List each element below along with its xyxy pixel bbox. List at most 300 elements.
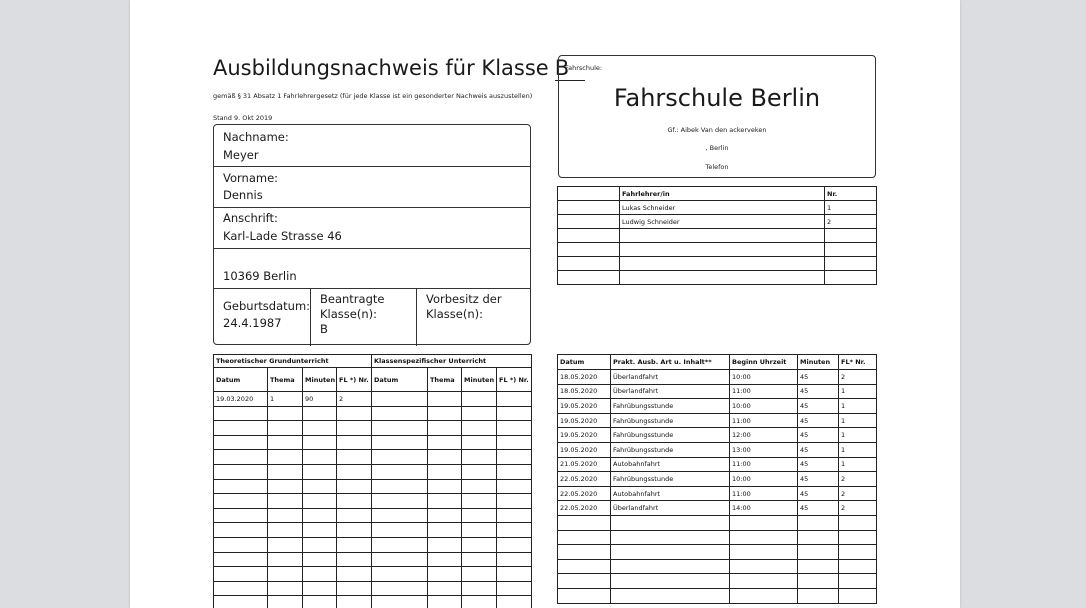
theory-cell xyxy=(303,596,337,608)
theory-cell xyxy=(497,523,532,538)
theory-cell xyxy=(268,464,303,479)
theory-cell xyxy=(372,479,428,494)
instructor-cell xyxy=(558,215,620,229)
practice-row xyxy=(558,457,877,472)
practice-cell xyxy=(558,515,611,530)
practice-cell: 1 xyxy=(839,428,877,443)
practice-cell: 45 xyxy=(798,413,839,428)
practice-header-cell: Prakt. Ausb. Art u. Inhalt** xyxy=(611,355,730,370)
instructor-cell xyxy=(558,257,620,271)
practice-cell xyxy=(611,574,730,589)
theory-cell xyxy=(428,552,462,567)
instructor-cell: Ludwig Schneider xyxy=(620,215,825,229)
practice-row xyxy=(558,530,877,545)
practice-cell: 21.05.2020 xyxy=(558,457,611,472)
practice-cell: 45 xyxy=(798,384,839,399)
theory-row xyxy=(214,508,532,523)
practice-cell: 2 xyxy=(839,501,877,516)
theory-cell xyxy=(214,450,268,465)
practice-cell xyxy=(730,545,798,560)
school-manager: Gf.: Aibek Van den ackerveken xyxy=(667,126,767,134)
birthdate-value: 24.4.1987 xyxy=(223,316,282,330)
surname-value: Meyer xyxy=(223,148,259,162)
practice-cell xyxy=(558,588,611,603)
practice-header-cell: Datum xyxy=(558,355,611,370)
practice-cell: Fahrübungsstunde xyxy=(611,399,730,414)
theory-header-row xyxy=(214,368,532,392)
practice-cell: 18.05.2020 xyxy=(558,384,611,399)
firstname-value: Dennis xyxy=(223,188,263,202)
theory-cell xyxy=(372,596,428,608)
theory-cell xyxy=(268,596,303,608)
theory-cell xyxy=(372,450,428,465)
theory-cell xyxy=(497,392,532,407)
theory-group-class: Klassenspezifischer Unterricht xyxy=(372,355,532,368)
practice-cell: 45 xyxy=(798,472,839,487)
theory-cell xyxy=(497,494,532,509)
theory-cell xyxy=(372,581,428,596)
instructor-header-row xyxy=(558,187,877,201)
theory-row xyxy=(214,523,532,538)
firstname-label: Vorname: xyxy=(223,171,279,185)
theory-header-cell: Datum xyxy=(372,368,428,392)
practice-cell: 1 xyxy=(839,457,877,472)
practice-cell: 11:00 xyxy=(730,486,798,501)
theory-cell xyxy=(214,494,268,509)
practice-row xyxy=(558,413,877,428)
theory-row xyxy=(214,596,532,608)
theory-cell xyxy=(497,567,532,582)
theory-cell xyxy=(214,567,268,582)
theory-cell xyxy=(268,494,303,509)
theory-cell xyxy=(303,406,337,421)
theory-cell xyxy=(268,537,303,552)
theory-cell xyxy=(337,494,372,509)
practice-row xyxy=(558,428,877,443)
instructor-header-cell xyxy=(558,187,620,201)
practice-cell: Fahrübungsstunde xyxy=(611,413,730,428)
theory-cell xyxy=(372,523,428,538)
theory-cell xyxy=(462,567,497,582)
theory-cell xyxy=(337,523,372,538)
practice-cell: 14:00 xyxy=(730,501,798,516)
theory-cell xyxy=(214,581,268,596)
theory-cell xyxy=(337,406,372,421)
theory-header-cell: Datum xyxy=(214,368,268,392)
instructor-cell xyxy=(558,201,620,215)
theory-cell xyxy=(337,567,372,582)
practice-header-cell: Minuten xyxy=(798,355,839,370)
practice-cell xyxy=(730,574,798,589)
practice-row xyxy=(558,559,877,574)
practice-cell: 2 xyxy=(839,486,877,501)
practice-row xyxy=(558,545,877,560)
driving-school-box xyxy=(558,55,876,178)
practice-row xyxy=(558,442,877,457)
birthdate-cell xyxy=(214,289,311,346)
theory-cell xyxy=(497,537,532,552)
practice-cell: 1 xyxy=(839,399,877,414)
school-label: Fahrschule: xyxy=(565,64,603,72)
theory-row xyxy=(214,552,532,567)
practice-cell: 11:00 xyxy=(730,457,798,472)
practice-cell xyxy=(798,559,839,574)
practice-cell: 45 xyxy=(798,399,839,414)
theory-row xyxy=(214,494,532,509)
practice-cell xyxy=(730,559,798,574)
practice-cell: 2 xyxy=(839,370,877,385)
theory-cell xyxy=(337,435,372,450)
practice-row xyxy=(558,384,877,399)
practice-cell: 11:00 xyxy=(730,384,798,399)
theory-cell xyxy=(428,581,462,596)
theory-cell xyxy=(214,552,268,567)
city-row xyxy=(214,249,530,289)
theory-cell xyxy=(372,537,428,552)
theory-cell xyxy=(268,552,303,567)
practice-cell: Fahrübungsstunde xyxy=(611,472,730,487)
instructor-cell xyxy=(620,257,825,271)
practice-cell xyxy=(558,559,611,574)
theory-row xyxy=(214,406,532,421)
theory-cell xyxy=(428,494,462,509)
school-city: , Berlin xyxy=(705,144,729,152)
theory-cell xyxy=(214,596,268,608)
theory-header-cell: FL *) Nr. xyxy=(497,368,532,392)
theory-row xyxy=(214,567,532,582)
school-name: Fahrschule Berlin xyxy=(613,84,821,112)
theory-cell xyxy=(497,552,532,567)
practice-cell xyxy=(839,515,877,530)
practice-cell: 10:00 xyxy=(730,399,798,414)
instructor-row xyxy=(558,201,877,215)
theory-cell xyxy=(303,421,337,436)
theory-cell xyxy=(268,508,303,523)
theory-cell xyxy=(303,464,337,479)
theory-cell xyxy=(428,508,462,523)
practice-cell: 1 xyxy=(839,413,877,428)
practice-cell: 13:00 xyxy=(730,442,798,457)
practice-cell xyxy=(611,588,730,603)
theory-header-cell: FL *) Nr. xyxy=(337,368,372,392)
theory-cell xyxy=(462,552,497,567)
practice-cell xyxy=(611,545,730,560)
theory-cell xyxy=(462,435,497,450)
practice-cell xyxy=(798,530,839,545)
theory-cell xyxy=(303,537,337,552)
theory-cell xyxy=(372,421,428,436)
practice-cell: 18.05.2020 xyxy=(558,370,611,385)
instructor-cell xyxy=(825,271,877,285)
theory-cell xyxy=(372,392,428,407)
instructor-row xyxy=(558,243,877,257)
instructor-cell xyxy=(558,229,620,243)
theory-cell xyxy=(428,567,462,582)
instructor-header-cell: Fahrlehrer/in xyxy=(620,187,825,201)
theory-header-cell: Minuten xyxy=(303,368,337,392)
practice-row xyxy=(558,501,877,516)
instructor-header-cell: Nr. xyxy=(825,187,877,201)
theory-row xyxy=(214,450,532,465)
practice-cell: Autobahnfahrt xyxy=(611,457,730,472)
practice-cell: 45 xyxy=(798,428,839,443)
theory-cell xyxy=(214,523,268,538)
theory-cell xyxy=(268,523,303,538)
theory-cell xyxy=(214,508,268,523)
city-value: 10369 Berlin xyxy=(223,269,297,283)
instructor-row xyxy=(558,271,877,285)
theory-cell xyxy=(372,494,428,509)
theory-cell xyxy=(268,567,303,582)
theory-cell xyxy=(462,494,497,509)
version-date: Stand 9. Okt 2019 xyxy=(213,114,273,122)
theory-cell xyxy=(462,421,497,436)
theory-cell: 1 xyxy=(268,392,303,407)
practice-cell: Fahrübungsstunde xyxy=(611,442,730,457)
theory-cell xyxy=(303,523,337,538)
theory-cell xyxy=(214,479,268,494)
theory-cell xyxy=(462,523,497,538)
instructor-cell xyxy=(558,271,620,285)
theory-row xyxy=(214,435,532,450)
theory-cell xyxy=(337,421,372,436)
practice-cell xyxy=(798,588,839,603)
theory-cell xyxy=(462,581,497,596)
practice-table xyxy=(557,354,877,604)
practice-cell xyxy=(730,530,798,545)
instructor-cell xyxy=(620,271,825,285)
theory-cell: 90 xyxy=(303,392,337,407)
instructor-row xyxy=(558,229,877,243)
instructor-cell xyxy=(558,243,620,257)
theory-row xyxy=(214,392,532,407)
requested-class-cell xyxy=(311,289,417,346)
school-phone: Telefon xyxy=(705,163,729,171)
practice-cell: 45 xyxy=(798,501,839,516)
theory-header-cell: Thema xyxy=(428,368,462,392)
practice-cell: Überlandfahrt xyxy=(611,370,730,385)
practice-cell: 19.05.2020 xyxy=(558,428,611,443)
theory-cell xyxy=(372,464,428,479)
theory-table xyxy=(213,354,532,608)
theory-group-basic: Theoretischer Grundunterricht xyxy=(214,355,372,368)
instructor-row xyxy=(558,257,877,271)
theory-cell xyxy=(462,508,497,523)
theory-cell xyxy=(214,537,268,552)
theory-cell xyxy=(303,450,337,465)
practice-header-cell: Beginn Uhrzeit xyxy=(730,355,798,370)
practice-cell: 22.05.2020 xyxy=(558,501,611,516)
instructor-table xyxy=(557,186,877,285)
practice-cell: 12:00 xyxy=(730,428,798,443)
theory-cell xyxy=(214,421,268,436)
theory-cell xyxy=(268,450,303,465)
theory-cell xyxy=(303,508,337,523)
theory-cell xyxy=(497,450,532,465)
theory-row xyxy=(214,537,532,552)
instructor-cell xyxy=(620,229,825,243)
theory-cell xyxy=(337,596,372,608)
theory-cell xyxy=(372,435,428,450)
theory-cell xyxy=(497,581,532,596)
theory-cell xyxy=(497,435,532,450)
document-title xyxy=(213,56,585,81)
practice-row xyxy=(558,472,877,487)
practice-row xyxy=(558,370,877,385)
theory-cell: 2 xyxy=(337,392,372,407)
title-text: Ausbildungsnachweis für Klasse xyxy=(213,56,549,80)
theory-cell xyxy=(497,508,532,523)
practice-cell: Überlandfahrt xyxy=(611,384,730,399)
firstname-row xyxy=(214,167,530,208)
theory-cell xyxy=(497,406,532,421)
theory-cell xyxy=(337,464,372,479)
theory-cell xyxy=(303,435,337,450)
theory-cell xyxy=(303,552,337,567)
practice-header-row xyxy=(558,355,877,370)
theory-cell xyxy=(462,392,497,407)
practice-cell: Autobahnfahrt xyxy=(611,486,730,501)
practice-cell xyxy=(558,530,611,545)
theory-cell xyxy=(497,421,532,436)
practice-cell: Fahrübungsstunde xyxy=(611,428,730,443)
theory-cell xyxy=(428,450,462,465)
practice-cell: 19.05.2020 xyxy=(558,399,611,414)
theory-cell xyxy=(372,508,428,523)
address-row xyxy=(214,208,530,249)
theory-cell xyxy=(428,537,462,552)
practice-cell xyxy=(558,545,611,560)
practice-cell: 10:00 xyxy=(730,370,798,385)
practice-cell xyxy=(558,574,611,589)
theory-cell xyxy=(428,435,462,450)
surname-label: Nachname: xyxy=(223,130,289,144)
practice-cell xyxy=(839,559,877,574)
practice-cell: 45 xyxy=(798,486,839,501)
theory-cell xyxy=(462,450,497,465)
theory-cell xyxy=(462,479,497,494)
theory-header-cell: Minuten xyxy=(462,368,497,392)
practice-cell xyxy=(839,588,877,603)
theory-cell xyxy=(462,596,497,608)
practice-cell xyxy=(611,559,730,574)
practice-row xyxy=(558,515,877,530)
practice-cell: Überlandfahrt xyxy=(611,501,730,516)
practice-cell: 1 xyxy=(839,442,877,457)
practice-cell xyxy=(839,545,877,560)
theory-cell xyxy=(214,464,268,479)
theory-cell xyxy=(214,406,268,421)
theory-cell xyxy=(372,567,428,582)
birthdate-label: Geburtsdatum: xyxy=(223,299,311,313)
theory-group-row xyxy=(214,355,532,368)
class-value: B xyxy=(555,56,585,81)
theory-cell xyxy=(497,479,532,494)
practice-cell xyxy=(730,515,798,530)
instructor-cell: Lukas Schneider xyxy=(620,201,825,215)
practice-cell xyxy=(798,545,839,560)
practice-cell: 1 xyxy=(839,384,877,399)
theory-cell xyxy=(303,479,337,494)
theory-cell xyxy=(268,581,303,596)
theory-row xyxy=(214,479,532,494)
theory-cell xyxy=(268,406,303,421)
instructor-cell xyxy=(620,243,825,257)
practice-header-cell: FL* Nr. xyxy=(839,355,877,370)
theory-cell xyxy=(337,552,372,567)
theory-cell xyxy=(462,406,497,421)
theory-cell xyxy=(337,450,372,465)
theory-cell xyxy=(372,552,428,567)
theory-cell xyxy=(462,464,497,479)
theory-row xyxy=(214,421,532,436)
theory-cell xyxy=(268,435,303,450)
practice-cell: 22.05.2020 xyxy=(558,472,611,487)
theory-cell xyxy=(462,537,497,552)
instructor-row xyxy=(558,215,877,229)
theory-row xyxy=(214,581,532,596)
practice-cell xyxy=(798,574,839,589)
practice-cell: 45 xyxy=(798,370,839,385)
theory-cell xyxy=(428,523,462,538)
theory-cell xyxy=(372,406,428,421)
address-label: Anschrift: xyxy=(223,211,278,225)
practice-cell xyxy=(611,515,730,530)
practice-cell xyxy=(611,530,730,545)
practice-cell: 45 xyxy=(798,442,839,457)
theory-cell xyxy=(337,479,372,494)
practice-cell xyxy=(839,530,877,545)
theory-cell xyxy=(337,581,372,596)
instructor-cell xyxy=(825,257,877,271)
practice-cell: 19.05.2020 xyxy=(558,413,611,428)
theory-cell xyxy=(428,596,462,608)
practice-cell: 2 xyxy=(839,472,877,487)
legal-subtitle: gemäß § 31 Absatz 1 Fahrlehrergesetz (für jede Klasse ist ein gesonderter Nachweis auszustellen) xyxy=(213,92,533,100)
practice-row xyxy=(558,399,877,414)
theory-cell xyxy=(214,435,268,450)
theory-header-cell: Thema xyxy=(268,368,303,392)
theory-cell xyxy=(497,464,532,479)
instructor-cell xyxy=(825,243,877,257)
practice-cell: 45 xyxy=(798,457,839,472)
requested-class-value: B xyxy=(320,322,328,336)
practice-cell: 11:00 xyxy=(730,413,798,428)
prior-class-label: Vorbesitz der Klasse(n): xyxy=(426,292,502,321)
theory-row xyxy=(214,464,532,479)
theory-cell xyxy=(428,464,462,479)
theory-cell xyxy=(268,479,303,494)
instructor-cell: 2 xyxy=(825,215,877,229)
theory-cell xyxy=(303,581,337,596)
practice-row xyxy=(558,588,877,603)
practice-cell xyxy=(730,588,798,603)
theory-cell xyxy=(428,392,462,407)
practice-cell: 10:00 xyxy=(730,472,798,487)
surname-row xyxy=(214,125,530,167)
practice-row xyxy=(558,486,877,501)
theory-cell xyxy=(268,421,303,436)
practice-row xyxy=(558,574,877,589)
theory-cell xyxy=(337,537,372,552)
street-value: Karl-Lade Strasse 46 xyxy=(223,229,342,243)
requested-class-label: Beantragte Klasse(n): xyxy=(320,292,385,321)
instructor-cell: 1 xyxy=(825,201,877,215)
theory-cell xyxy=(428,406,462,421)
theory-cell xyxy=(497,596,532,608)
practice-cell: 22.05.2020 xyxy=(558,486,611,501)
theory-cell xyxy=(337,508,372,523)
